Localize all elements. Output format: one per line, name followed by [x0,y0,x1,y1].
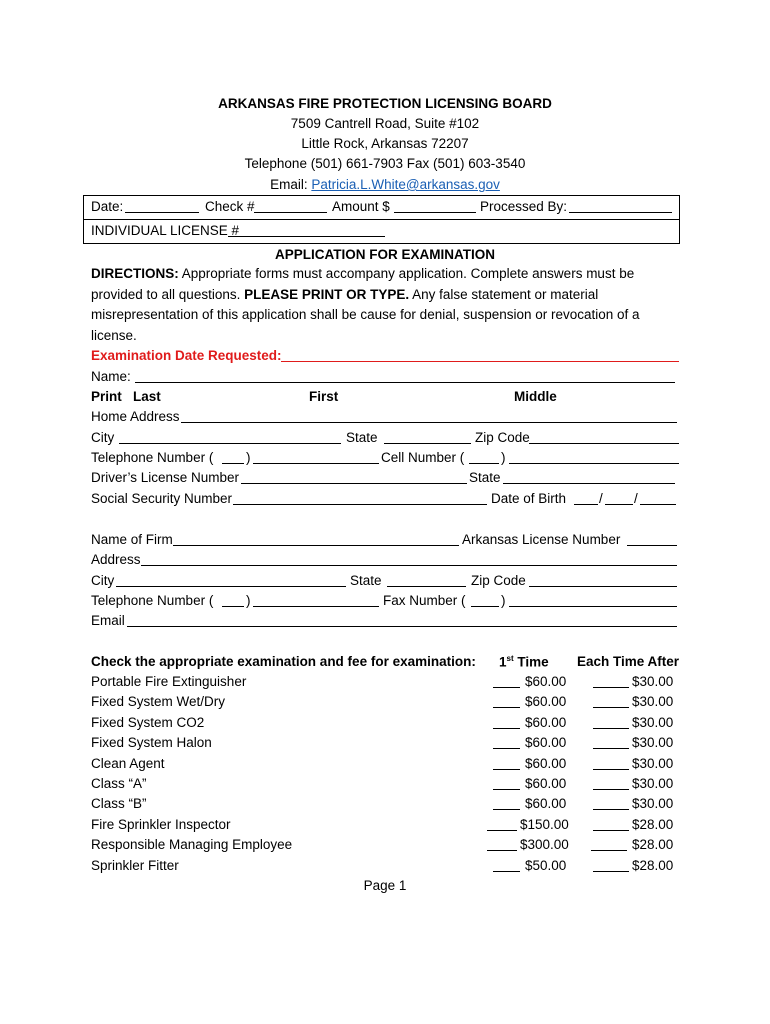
dob-slash: / [599,491,603,506]
firm-telephone-area-field[interactable] [222,593,244,607]
board-address-line1: 7509 Cantrell Road, Suite #102 [290,116,480,131]
firm-address-field[interactable] [141,552,677,566]
home-city-field[interactable] [119,430,341,444]
home-city-label: City [91,430,115,445]
first-time-checkbox[interactable] [493,756,520,770]
exam-name: Fixed System CO2 [91,714,205,730]
after-fee: $30.00 [632,694,674,710]
firm-city-field[interactable] [116,573,346,587]
exam-name: Class “A” [91,776,147,791]
drivers-license-row [91,470,681,488]
name-field[interactable] [135,369,675,383]
exam-row [91,674,681,692]
license-field[interactable] [228,223,385,237]
ar-license-field[interactable] [627,532,677,546]
first-time-checkbox[interactable] [493,735,520,749]
home-state-field[interactable] [384,430,471,444]
firm-zip-field[interactable] [529,573,677,587]
name-row [91,369,681,387]
firm-city-row [91,573,681,591]
exam-date-field[interactable] [281,348,679,362]
after-checkbox[interactable] [593,796,629,810]
dob-month-field[interactable] [574,491,598,505]
dob-slash: / [634,491,638,506]
page-number: Page 1 [363,878,407,893]
ssn-field[interactable] [233,491,487,505]
name-label: Name: [91,369,131,384]
first-time-fee: $60.00 [525,714,567,730]
after-checkbox[interactable] [593,756,629,770]
first-time-fee: $150.00 [520,816,569,832]
first-time-fee: $60.00 [525,674,567,689]
exam-name: Fixed System Halon [91,735,212,751]
processed-field[interactable] [569,199,672,213]
first-time-fee: $60.00 [525,694,567,710]
dob-day-field[interactable] [605,491,633,505]
drivers-license-field[interactable] [241,470,467,484]
firm-state-field[interactable] [387,573,466,587]
middle-label: Middle [514,389,557,404]
license-box [83,219,680,244]
home-zip-field[interactable] [529,430,679,444]
exam-heading: Check the appropriate examination and fee for examination: [91,654,476,669]
processed-label: Processed By: [480,199,568,214]
after-fee: $28.00 [632,857,674,873]
exam-row [91,694,681,712]
exam-row [91,776,681,794]
after-fee: $30.00 [632,776,674,791]
firm-address-label: Address [91,552,141,567]
first-time-checkbox[interactable] [493,776,520,790]
exam-name: Class “B” [91,796,147,812]
exam-name: Fixed System Wet/Dry [91,694,226,710]
exam-date-row [91,348,681,366]
license-label: INDIVIDUAL LICENSE # [91,223,240,238]
after-fee: $30.00 [632,714,674,730]
firm-telephone-paren: ) [246,593,251,608]
firm-zip-label: Zip Code [471,573,526,588]
first-time-checkbox[interactable] [493,674,520,688]
email-label: Email: [270,177,312,192]
exam-row [91,817,681,835]
firm-telephone-label: Telephone Number ( [91,593,214,608]
date-label: Date: [91,199,124,214]
firm-state-label: State [350,573,382,588]
cell-paren: ) [501,450,506,465]
dl-state-field[interactable] [503,470,675,484]
first-time-checkbox[interactable] [487,837,517,851]
firm-name-field[interactable] [173,532,459,546]
ar-license-label: Arkansas License Number [462,532,621,547]
home-address-row [91,409,681,427]
board-name: ARKANSAS FIRE PROTECTION LICENSING BOARD [218,96,552,111]
fax-field[interactable] [509,593,677,607]
print-label: Print [91,389,122,404]
office-use-box [83,195,680,220]
drivers-license-label: Driver’s License Number [91,470,240,485]
exam-row [91,837,681,855]
dob-year-field[interactable] [640,491,676,505]
first-time-fee: $60.00 [525,735,567,751]
after-checkbox[interactable] [593,715,629,729]
board-email-line [0,177,770,192]
after-fee: $28.00 [632,816,674,832]
after-checkbox[interactable] [591,837,627,851]
directions-text2: Any false statement or material misrepresentation of this application shall be cause for denial, suspension or revocation of a license. [91,286,640,343]
exam-row [91,796,681,814]
each-time-after-header: Each Time After [577,654,680,669]
exam-row [91,735,681,753]
dob-label: Date of Birth [491,491,567,506]
after-checkbox[interactable] [593,776,629,790]
telephone-row [91,450,681,468]
date-field[interactable] [125,199,199,213]
home-state-label: State [346,430,378,445]
form-title: APPLICATION FOR EXAMINATION [275,247,495,262]
exam-name: Clean Agent [91,755,165,771]
exam-header-row [91,654,681,672]
telephone-paren: ) [246,450,251,465]
exam-name: Sprinkler Fitter [91,857,179,873]
board-address-line2: Little Rock, Arkansas 72207 [301,136,469,151]
firm-name-label: Name of Firm [91,532,173,547]
first-time-fee: $60.00 [525,776,567,791]
directions-text1: Appropriate forms must accompany application. Complete answers must be provided to all questions. [91,266,635,302]
firm-address-row [91,552,681,570]
telephone-label: Telephone Number ( [91,450,214,465]
cell-area-field[interactable] [469,450,499,464]
exam-name: Portable Fire Extinguisher [91,674,247,689]
telephone-field[interactable] [253,450,379,464]
exam-date-label: Examination Date Requested: [91,348,282,363]
home-city-row [91,430,681,448]
fax-area-field[interactable] [471,593,499,607]
after-checkbox[interactable] [593,817,629,831]
fax-paren: ) [501,593,506,608]
first-time-checkbox[interactable] [487,817,517,831]
fax-label: Fax Number ( [383,593,466,608]
after-checkbox[interactable] [593,674,629,688]
exam-name: Fire Sprinkler Inspector [91,816,231,832]
after-fee: $30.00 [632,796,674,812]
after-checkbox[interactable] [593,735,629,749]
directions-label: DIRECTIONS: [91,266,179,281]
first-time-fee: $60.00 [525,796,567,812]
firm-telephone-row [91,593,681,611]
email-link[interactable]: Patricia.L.White@arkansas.gov [311,177,500,192]
after-fee: $30.00 [632,674,674,689]
directions-paragraph [91,264,671,346]
firm-email-row [91,613,681,631]
dl-state-label: State [469,470,501,485]
after-checkbox[interactable] [593,858,629,872]
last-label: Last [133,389,161,404]
name-parts-row [91,389,681,407]
home-zip-label: Zip Code [475,430,530,445]
firm-telephone-field[interactable] [253,593,379,607]
firm-city-label: City [91,573,115,588]
first-label: First [309,389,339,404]
after-fee: $30.00 [632,755,674,771]
first-time-header: 1st Time [499,654,549,670]
firm-name-row [91,532,681,550]
first-time-fee: $50.00 [525,857,567,873]
firm-email-field[interactable] [127,613,677,627]
after-checkbox[interactable] [593,694,629,708]
cell-label: Cell Number ( [381,450,465,465]
check-field[interactable] [254,199,327,213]
home-address-label: Home Address [91,409,180,424]
amount-field[interactable] [394,199,476,213]
after-fee: $30.00 [632,735,674,751]
first-time-checkbox[interactable] [493,694,520,708]
exam-row [91,756,681,774]
exam-row [91,715,681,733]
first-time-fee: $60.00 [525,755,567,771]
first-time-checkbox[interactable] [493,858,520,872]
directions-emphasis: PLEASE PRINT OR TYPE. [244,286,410,302]
amount-label: Amount $ [332,199,390,214]
exam-row [91,858,681,876]
telephone-area-field[interactable] [222,450,244,464]
ssn-label: Social Security Number [91,491,233,506]
first-time-fee: $300.00 [520,837,569,853]
cell-field[interactable] [509,450,679,464]
first-time-checkbox[interactable] [493,796,520,810]
home-address-field[interactable] [181,409,677,423]
exam-name: Responsible Managing Employee [91,837,293,853]
after-fee: $28.00 [632,837,674,853]
check-label: Check # [205,199,255,214]
first-time-checkbox[interactable] [493,715,520,729]
ssn-row [91,491,681,509]
board-phone: Telephone (501) 661-7903 Fax (501) 603-3540 [244,156,526,171]
firm-email-label: Email [91,613,125,628]
